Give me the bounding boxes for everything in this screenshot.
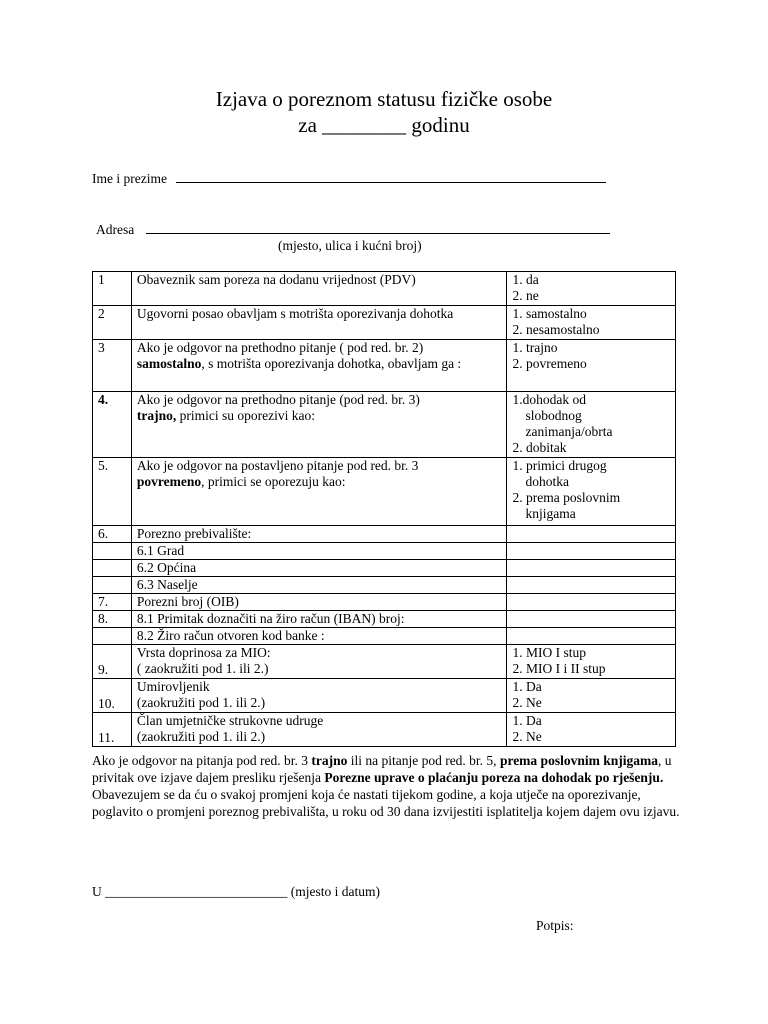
row-answers[interactable] bbox=[507, 577, 676, 594]
row-answers[interactable] bbox=[507, 611, 676, 628]
row-question: 6.3 Naselje bbox=[131, 577, 507, 594]
row-question: 8.2 Žiro račun otvoren kod banke : bbox=[131, 628, 507, 645]
answer-option[interactable]: 2. nesamostalno bbox=[512, 322, 600, 337]
table-row bbox=[93, 628, 676, 645]
title-line-1: Izjava o poreznom statusu fizičke osobe bbox=[215, 87, 553, 111]
answer-option[interactable]: 1. da bbox=[512, 272, 539, 287]
row-question: Porezni broj (OIB) bbox=[131, 594, 507, 611]
row-answers[interactable] bbox=[507, 340, 676, 392]
row-answers[interactable] bbox=[507, 679, 676, 713]
row-number: 5. bbox=[93, 458, 132, 526]
row-number bbox=[93, 543, 132, 560]
row-number: 7. bbox=[93, 594, 132, 611]
row-number bbox=[93, 560, 132, 577]
answer-option[interactable]: 2. ne bbox=[512, 288, 539, 303]
table-row bbox=[93, 645, 676, 679]
status-table bbox=[92, 271, 676, 747]
answer-option[interactable]: 2. MIO I i II stup bbox=[512, 661, 606, 676]
title-line-2: za ________ godinu bbox=[298, 113, 470, 137]
table-row bbox=[93, 560, 676, 577]
place-date-line[interactable]: U ___________________________ (mjesto i datum) bbox=[92, 884, 380, 899]
note-paragraph-1: Ako je odgovor na pitanja pod red. br. 3 trajno ili na pitanje pod red. br. 5, prema poslovnim knjigama, u privitak ove izjave dajem presliku rješenja Porezne uprave o plaćanju poreza na dohodak po rješenju. bbox=[92, 753, 672, 785]
name-field[interactable] bbox=[92, 170, 606, 187]
answer-option[interactable]: 1. trajno bbox=[512, 340, 558, 355]
address-field[interactable] bbox=[96, 221, 610, 238]
table-row bbox=[93, 594, 676, 611]
row-number: 10. bbox=[93, 679, 132, 713]
row-question: Porezno prebivalište: bbox=[131, 526, 507, 543]
row-number: 8. bbox=[93, 611, 132, 628]
row-question: Obaveznik sam poreza na dodanu vrijednost (PDV) bbox=[131, 272, 507, 306]
answer-option[interactable]: 1. Da bbox=[512, 679, 542, 694]
row-number: 6. bbox=[93, 526, 132, 543]
row-question: 8.1 Primitak doznačiti na žiro račun (IBAN) broj: bbox=[131, 611, 507, 628]
row-number: 11. bbox=[93, 713, 132, 747]
row-number: 2 bbox=[93, 306, 132, 340]
row-question: Vrsta doprinosa za MIO: ( zaokružiti pod 1. ili 2.) bbox=[131, 645, 507, 679]
row-answers[interactable] bbox=[507, 560, 676, 577]
row-question: Ugovorni posao obavljam s motrišta oporezivanja dohotka bbox=[131, 306, 507, 340]
table-row bbox=[93, 543, 676, 560]
answer-option[interactable]: 1.dohodak od bbox=[512, 392, 586, 407]
table-row bbox=[93, 458, 676, 526]
row-number: 9. bbox=[93, 645, 132, 679]
row-number: 4. bbox=[93, 392, 132, 458]
document-title bbox=[0, 86, 768, 138]
row-question: 6.2 Općina bbox=[131, 560, 507, 577]
answer-option[interactable]: 2. Ne bbox=[512, 695, 542, 710]
row-answers[interactable] bbox=[507, 458, 676, 526]
answer-option[interactable]: 1. primici drugog bbox=[512, 458, 607, 473]
answer-option[interactable]: 1. samostalno bbox=[512, 306, 587, 321]
row-number: 3 bbox=[93, 340, 132, 392]
answer-option[interactable]: 2. Ne bbox=[512, 729, 542, 744]
row-answers[interactable] bbox=[507, 645, 676, 679]
row-answers[interactable] bbox=[507, 628, 676, 645]
table-row bbox=[93, 306, 676, 340]
answer-option[interactable]: 2. prema poslovnim bbox=[512, 490, 621, 505]
row-question: Ako je odgovor na prethodno pitanje ( pod red. br. 2) samostalno, s motrišta oporezivanja dohotka, obavljam ga : bbox=[131, 340, 507, 392]
row-answers[interactable] bbox=[507, 713, 676, 747]
answer-option[interactable]: zanimanja/obrta bbox=[525, 424, 613, 439]
row-answers[interactable] bbox=[507, 543, 676, 560]
answer-option[interactable]: 2. dobitak bbox=[512, 440, 567, 455]
table-row bbox=[93, 272, 676, 306]
answer-option[interactable]: 2. povremeno bbox=[512, 356, 587, 371]
row-question: Ako je odgovor na postavljeno pitanje pod red. br. 3 povremeno, primici se oporezuju kao: bbox=[131, 458, 507, 526]
row-question: Umirovljenik (zaokružiti pod 1. ili 2.) bbox=[131, 679, 507, 713]
row-number bbox=[93, 577, 132, 594]
row-question: Ako je odgovor na prethodno pitanje (pod red. br. 3) trajno, primici su oporezivi kao: bbox=[131, 392, 507, 458]
note-block bbox=[92, 752, 692, 820]
table-row bbox=[93, 713, 676, 747]
row-number: 1 bbox=[93, 272, 132, 306]
row-answers[interactable] bbox=[507, 526, 676, 543]
row-number bbox=[93, 628, 132, 645]
row-answers[interactable] bbox=[507, 594, 676, 611]
address-hint: (mjesto, ulica i kućni broj) bbox=[278, 238, 422, 253]
table-row bbox=[93, 577, 676, 594]
answer-option[interactable]: knjigama bbox=[525, 506, 576, 521]
row-answers[interactable] bbox=[507, 392, 676, 458]
address-blank[interactable] bbox=[146, 221, 610, 234]
table-row bbox=[93, 392, 676, 458]
note-paragraph-2: Obavezujem se da ću o svakoj promjeni koja će nastati tijekom godine, a koja utječe na oporezivanje, poglavito o promjeni poreznog prebivališta, u roku od 30 dana izvijestiti isplatitelja kojem dajem ovu izjavu. bbox=[92, 787, 680, 819]
row-question: Član umjetničke strukovne udruge (zaokružiti pod 1. ili 2.) bbox=[131, 713, 507, 747]
row-answers[interactable] bbox=[507, 306, 676, 340]
answer-option[interactable]: 1. MIO I stup bbox=[512, 645, 586, 660]
answer-option[interactable]: 1. Da bbox=[512, 713, 542, 728]
row-question: 6.1 Grad bbox=[131, 543, 507, 560]
table-row bbox=[93, 526, 676, 543]
row-answers[interactable] bbox=[507, 272, 676, 306]
signature-label: Potpis: bbox=[536, 918, 574, 933]
answer-option[interactable]: dohotka bbox=[525, 474, 569, 489]
answer-option[interactable]: slobodnog bbox=[525, 408, 582, 423]
name-label: Ime i prezime bbox=[92, 171, 167, 186]
table-row bbox=[93, 611, 676, 628]
table-row bbox=[93, 679, 676, 713]
name-blank[interactable] bbox=[176, 170, 606, 183]
address-label: Adresa bbox=[96, 222, 135, 237]
table-row bbox=[93, 340, 676, 392]
